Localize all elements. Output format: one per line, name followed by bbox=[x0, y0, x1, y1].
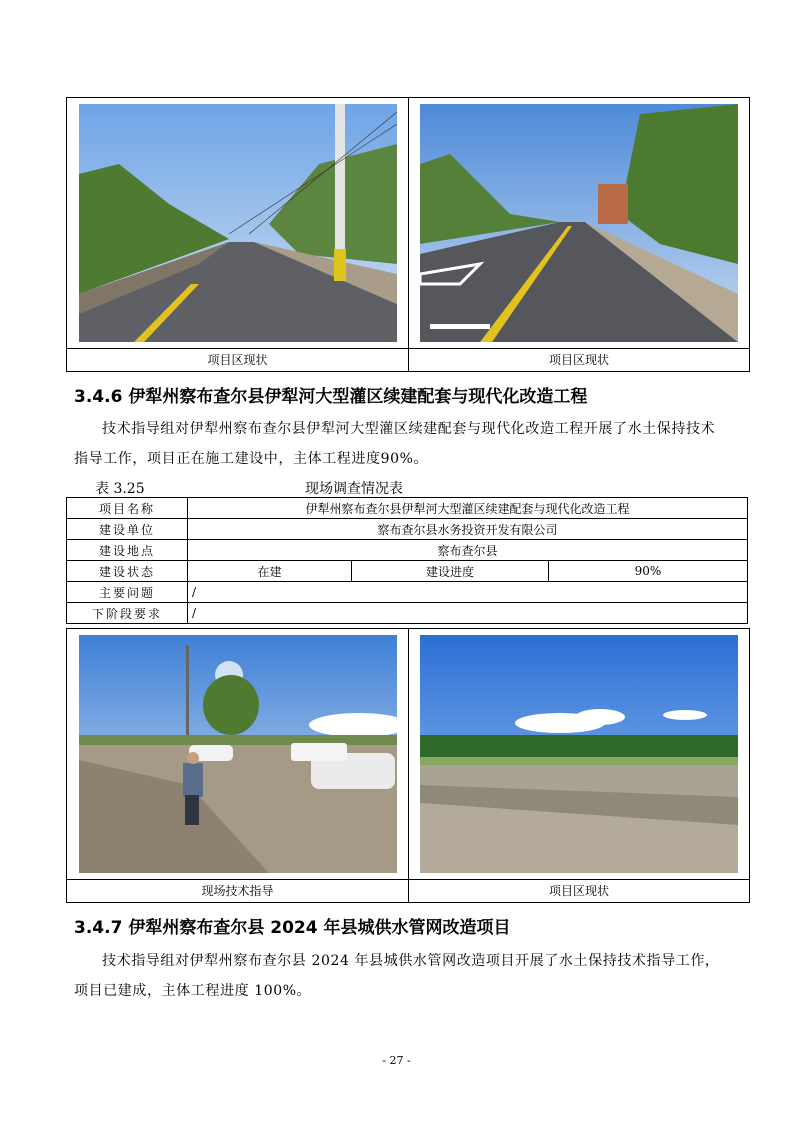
photo-cell-guidance bbox=[67, 629, 408, 879]
status-value: 在建 bbox=[188, 561, 352, 582]
unit-label: 建设单位 bbox=[67, 519, 188, 540]
section-paragraph-347: 技术指导组对伊犁州察布查尔县 2024 年县城供水管网改造项目开展了水土保持技术指导工作，项目已建成，主体工程进度 100%。 bbox=[74, 953, 720, 999]
table-number: 表 3.25 bbox=[95, 481, 145, 497]
table-title: 现场调查情况表 bbox=[305, 481, 403, 497]
photo-caption: 现场技术指导 bbox=[201, 884, 274, 898]
page-number: - 27 - bbox=[382, 1054, 411, 1067]
project-name-value: 伊犁州察布查尔县伊犁河大型灌区续建配套与现代化改造工程 bbox=[188, 498, 748, 519]
section-heading-347: 3.4.7 伊犁州察布查尔县 2024 年县城供水管网改造项目 bbox=[74, 918, 511, 938]
road-photo-2 bbox=[420, 104, 738, 342]
site-label: 建设地点 bbox=[67, 540, 188, 561]
site-guidance-photo bbox=[79, 635, 397, 873]
issues-value: / bbox=[188, 582, 748, 603]
photo-caption: 项目区现状 bbox=[207, 353, 268, 367]
progress-value: 90% bbox=[549, 561, 748, 582]
project-name-label: 项目名称 bbox=[67, 498, 188, 519]
photo-cell-river bbox=[408, 629, 749, 879]
next-stage-label: 下阶段要求 bbox=[67, 603, 188, 624]
top-photo-table bbox=[66, 97, 750, 372]
issues-label: 主要问题 bbox=[67, 582, 188, 603]
photo-cell-road-2 bbox=[408, 98, 749, 348]
status-label: 建设状态 bbox=[67, 561, 188, 582]
photo-cell-road-1 bbox=[67, 98, 408, 348]
bottom-photo-table bbox=[66, 628, 750, 903]
section-paragraph-346: 技术指导组对伊犁州察布查尔县伊犁河大型灌区续建配套与现代化改造工程开展了水土保持技术指导工作，项目正在施工建设中，主体工程进度90%。 bbox=[74, 421, 716, 467]
road-photo-1 bbox=[79, 104, 397, 342]
photo-caption: 项目区现状 bbox=[408, 880, 749, 902]
photo-caption: 项目区现状 bbox=[408, 349, 749, 371]
next-stage-value: / bbox=[188, 603, 748, 624]
unit-value: 察布查尔县水务投资开发有限公司 bbox=[188, 519, 748, 540]
survey-table bbox=[66, 497, 748, 624]
progress-label: 建设进度 bbox=[352, 561, 549, 582]
site-value: 察布查尔县 bbox=[188, 540, 748, 561]
river-photo bbox=[420, 635, 738, 873]
section-heading-346: 3.4.6 伊犁州察布查尔县伊犁河大型灌区续建配套与现代化改造工程 bbox=[74, 387, 588, 407]
